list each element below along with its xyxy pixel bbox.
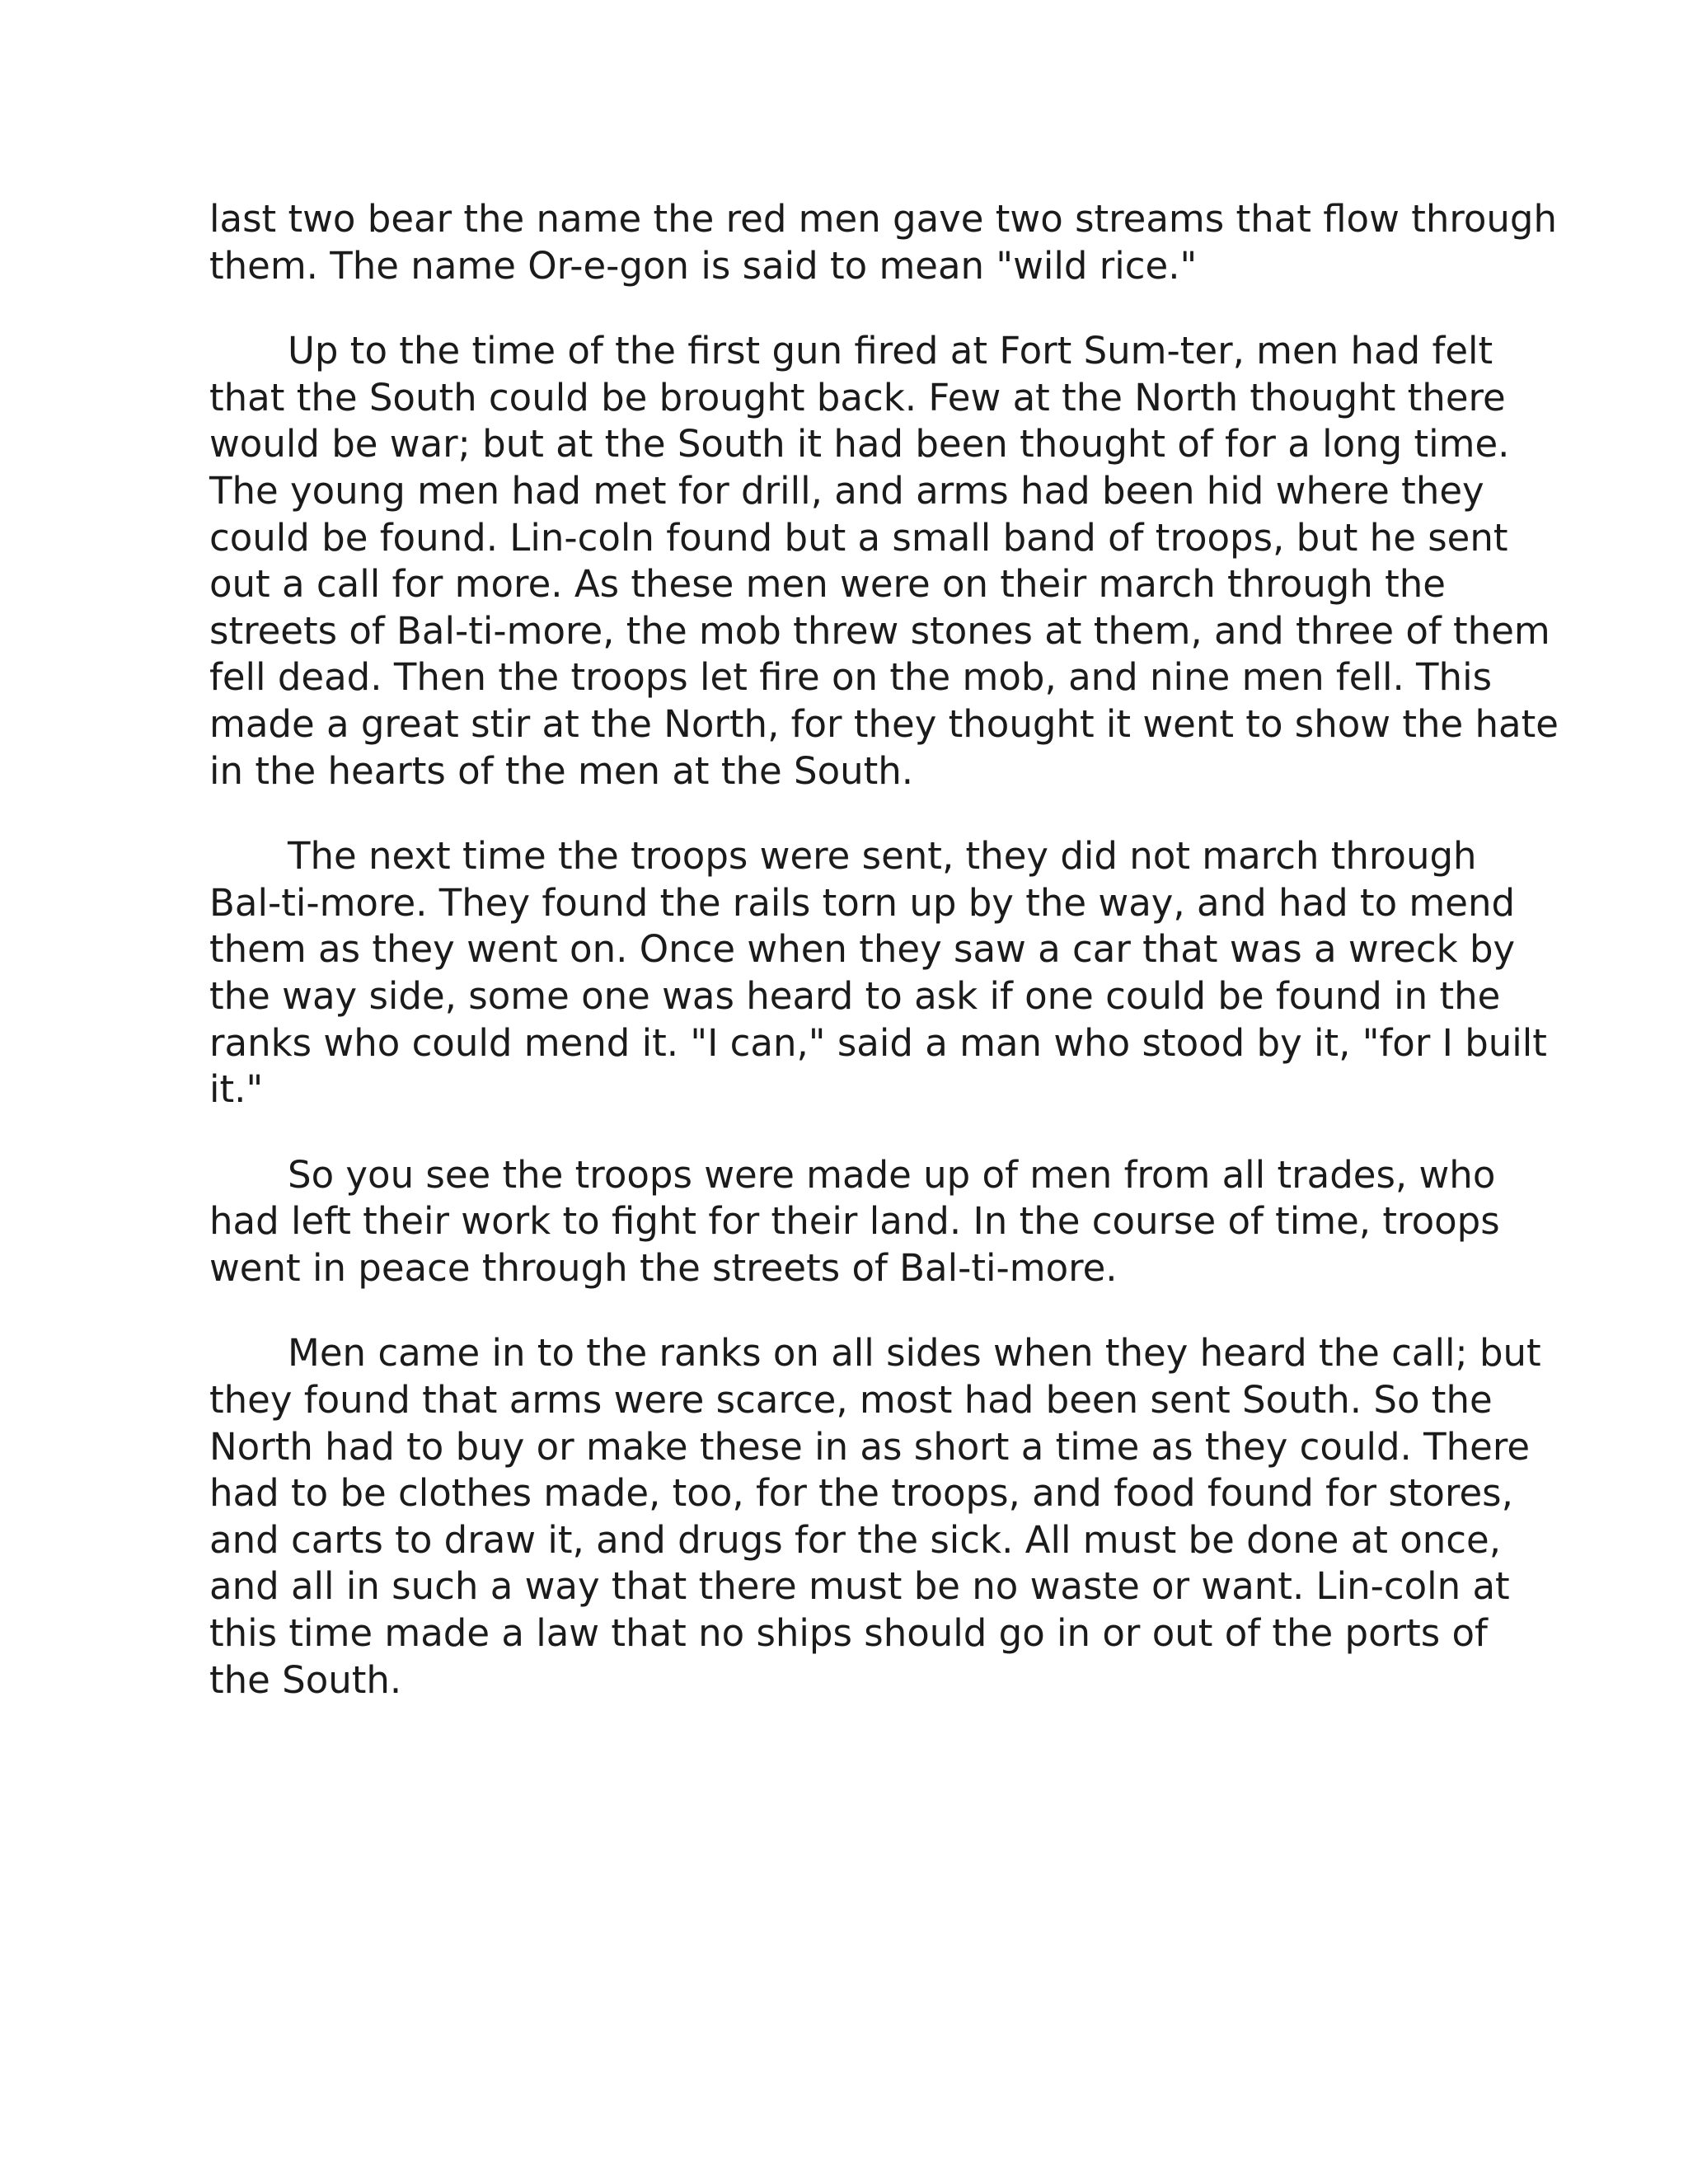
paragraph-4 bbox=[209, 1152, 1500, 1292]
paragraph-1 bbox=[209, 196, 1558, 289]
text-line: them. The name Or-e-gon is said to mean "wild rice." bbox=[209, 243, 1198, 288]
text-line: out a call for more. As these men were on their march through the bbox=[209, 562, 1446, 607]
text-line: the South. bbox=[209, 1657, 402, 1702]
text-line: the way side, some one was heard to ask if one could be found in the bbox=[209, 973, 1501, 1018]
text-line: had to be clothes made, too, for the troops, and food found for stores, bbox=[209, 1471, 1513, 1516]
text-line: Up to the time of the first gun fired at Fort Sum-ter, men had felt bbox=[288, 329, 1493, 373]
text-line: streets of Bal-ti-more, the mob threw stones at them, and three of them bbox=[209, 608, 1550, 653]
text-line: would be war; but at the South it had been thought of for a long time. bbox=[209, 422, 1510, 466]
paragraph-5 bbox=[209, 1330, 1541, 1704]
text-line: last two bear the name the red men gave two streams that flow through bbox=[209, 197, 1558, 241]
text-line: So you see the troops were made up of men from all trades, who bbox=[288, 1152, 1496, 1197]
text-line: went in peace through the streets of Bal-ti-more. bbox=[209, 1245, 1118, 1290]
text-line: and carts to draw it, and drugs for the sick. All must be done at once, bbox=[209, 1517, 1502, 1562]
text-line: The next time the troops were sent, they did not march through bbox=[288, 834, 1477, 879]
text-line: could be found. Lin-coln found but a small band of troops, but he sent bbox=[209, 515, 1508, 560]
paragraph-3 bbox=[209, 833, 1547, 1113]
text-line: them as they went on. Once when they saw a car that was a wreck by bbox=[209, 927, 1516, 972]
text-line: that the South could be brought back. Few at the North thought there bbox=[209, 375, 1506, 419]
text-line: they found that arms were scarce, most had been sent South. So the bbox=[209, 1378, 1493, 1422]
text-line: fell dead. Then the troops let fire on the mob, and nine men fell. This bbox=[209, 655, 1493, 700]
text-line: made a great stir at the North, for they thought it went to show the hate bbox=[209, 701, 1559, 746]
text-line: and all in such a way that there must be no waste or want. Lin-coln at bbox=[209, 1564, 1510, 1609]
text-line: this time made a law that no ships should go in or out of the ports of bbox=[209, 1611, 1488, 1656]
text-line: Men came in to the ranks on all sides when they heard the call; but bbox=[288, 1331, 1541, 1376]
document-page bbox=[209, 196, 1559, 1742]
text-line: The young men had met for drill, and arms had been hid where they bbox=[209, 468, 1484, 513]
text-line: had left their work to fight for their land. In the course of time, troops bbox=[209, 1199, 1500, 1244]
text-line: it." bbox=[209, 1067, 264, 1112]
text-line: ranks who could mend it. "I can," said a man who stood by it, "for I built bbox=[209, 1020, 1547, 1065]
paragraph-2 bbox=[209, 328, 1559, 794]
text-line: Bal-ti-more. They found the rails torn up by the way, and had to mend bbox=[209, 880, 1516, 925]
text-line: North had to buy or make these in as short a time as they could. There bbox=[209, 1424, 1531, 1469]
text-line: in the hearts of the men at the South. bbox=[209, 748, 914, 793]
